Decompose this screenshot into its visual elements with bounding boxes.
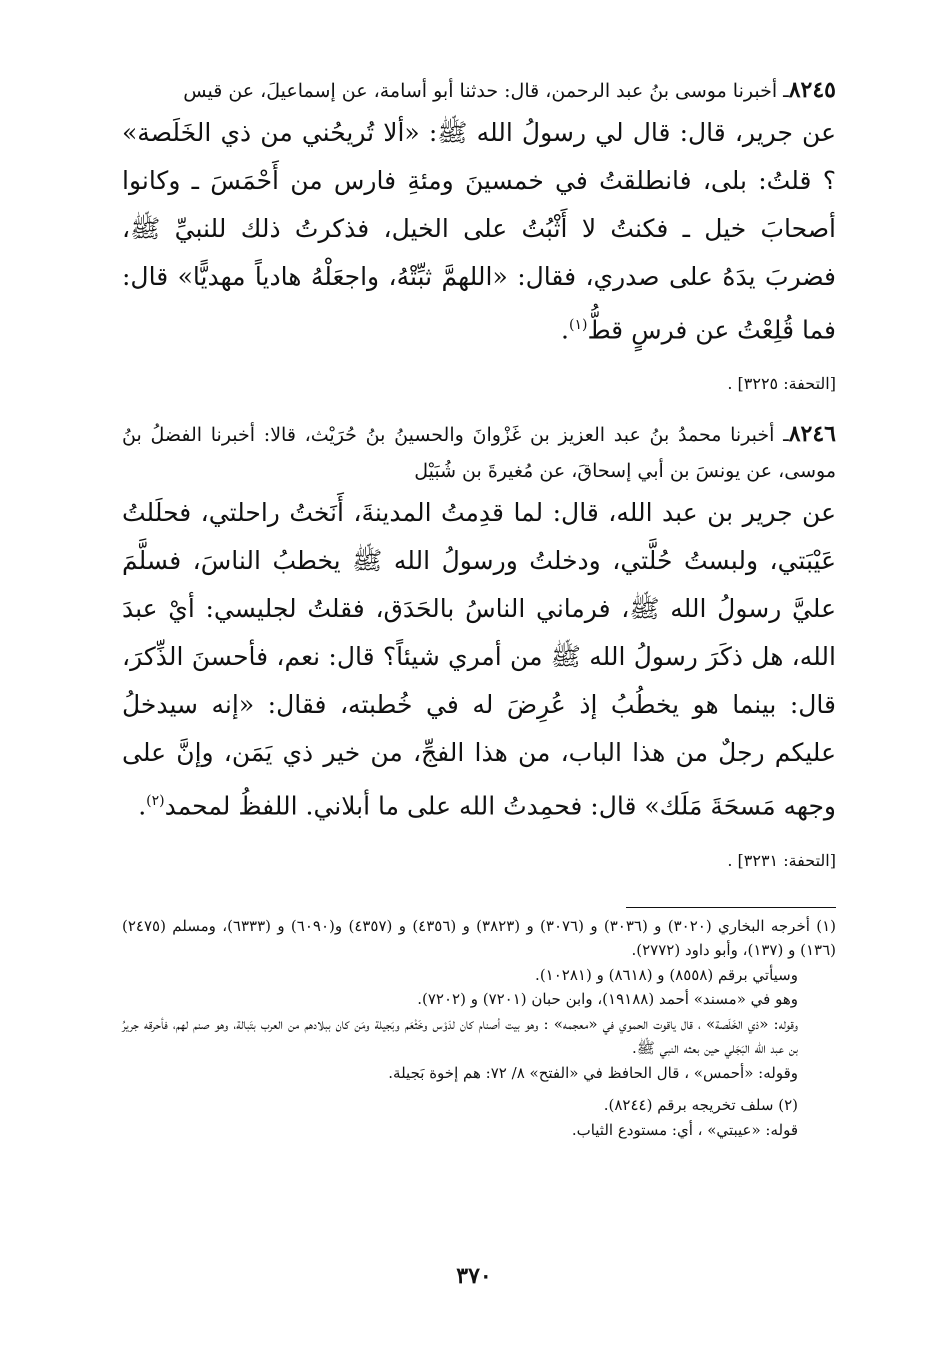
hadith-number: ٨٢٤٦ [788, 421, 836, 448]
hadith-8246 [122, 416, 836, 880]
period: . [138, 791, 147, 821]
hadith-chain [122, 72, 836, 109]
period: . [561, 315, 569, 345]
matn-text: عن جرير، قال: قال لي رسولُ الله ﷺ: «ألا تُريحُني من ذي الخَلَصة» ؟ قلتُ: بلى، فانطلقتُ في خمسينَ ومئةِ فارس من أَحْمَسَ ـ وكانوا أصحابَ خيل ـ فكنتُ لا أَثْبُتُ على الخيل، فذكرتُ ذلك للنبيِّ ﷺ، فضربَ يدَهُ على صدري، فقال: «اللهمَّ ثبِّتْهُ، واجعَلْهُ هادياً مهديًّا» قال: فما قُلِعْتُ عن فرسٍ قطُّ [122, 118, 836, 345]
tuhfa-reference: [التحفة: ٣٢٣١] . [727, 850, 836, 870]
footnote-ref: (٢) [146, 793, 165, 810]
matn-text: عن جرير بن عبد الله، قال: لما قدِمتُ المدينةَ، أَنَختُ راحلتي، فحلَلتُ عَيْبَتي، ولبستُ حُلَّتي، ودخلتُ ورسولُ الله ﷺ يخطبُ الناسَ، فسلَّمَ عليَّ رسولُ الله ﷺ، فرماني الناسُ بالحَدَق، فقلتُ لجليسي: أيْ عبدَ الله، هل ذكَرَ رسولُ الله ﷺ من أمري شيئاً؟ قال: نعم، فأحسنَ الذِّكرَ، قال: بينما هو يخطُبُ إذ عُرِضَ له في خُطبته، فقال: «إنه سيدخلُ عليكم رجلٌ من هذا الباب، من هذا الفجِّ، من خير ذي يَمَن، وإنَّ على وجهه مَسحَةَ مَلَك» قال: فحمِدتُ الله على ما أبلاني. اللفظُ لمحمد [122, 498, 836, 821]
footnote-1-later: وسيأتي برقم (٨٥٥٨) و (٨٦١٨) و (١٠٢٨١). [535, 965, 798, 984]
footnote-1-takhrij: (١) أخرجه البخاري (٣٠٢٠) و (٣٠٣٦) و (٣٠٧٦) و (٣٨٢٣) و (٤٣٥٦) و (٤٣٥٧) و(٦٠٩٠) و (٦٣٣٣)، ومسلم (٢٤٧٥) (١٣٦) و (١٣٧)، وأبو داود (٢٧٧٢). [122, 916, 837, 960]
chain-text: ـ أخبرنا محمدُ بنُ عبد العزيز بن غَزْوانَ والحسينُ بنُ حُرَيْث، قالا: أخبرنا الفضلُ بنُ موسى، عن يونسَ بن أبي إسحاقَ، عن مُغيرةَ بن شُبَيْل [122, 424, 836, 483]
hadith-text [122, 489, 836, 830]
footnote-1-musnad: وهو في «مسند» أحمد (١٩١٨٨)، وابن حبان (٧٢٠١) و (٧٢٠٢). [417, 990, 798, 1009]
footnote-2-ayba: قوله: «عيبتي» ، أي: مستودع الثياب. [571, 1120, 798, 1139]
hadith-chain [122, 416, 836, 489]
page-number: ٣٧٠ [456, 1263, 492, 1289]
footnote-divider [626, 907, 836, 908]
hadith-8245 [122, 72, 836, 404]
footnotes [122, 914, 836, 1143]
footnote-2: (٢) سلف تخريجه برقم (٨٢٤٤). [603, 1096, 798, 1115]
hadith-number: ٨٢٤٥ [788, 77, 836, 103]
footnote-1-khalasa: وقوله: «ذي الخَلَصة» ، قال ياقوت الحموي في «معجمه» : وهو بيت أصنام كان لدَوْس وخَثْعَم وبَجيلة ومَن كان ببلادهم من العرب بتَبالة، وهو صنم لهم، فأحرقه جريرُ بن عبد الله البَجَلي حين بعثه النبي ﷺ. [122, 1014, 798, 1058]
footnote-1-ahmas: وقوله: «أحمس» ، قال الحافظ في «الفتح» ٨/ ٧٢: هم إخوة بَجيلة. [388, 1063, 798, 1082]
hadith-text [122, 109, 836, 354]
chain-text: ـ أخبرنا موسى بنُ عبد الرحمن، قال: حدثنا أبو أسامة، عن إسماعيلَ، عن قيس [183, 80, 789, 102]
footnote-ref: (١) [568, 317, 588, 333]
tuhfa-reference: [التحفة: ٣٢٢٥] . [727, 374, 836, 394]
